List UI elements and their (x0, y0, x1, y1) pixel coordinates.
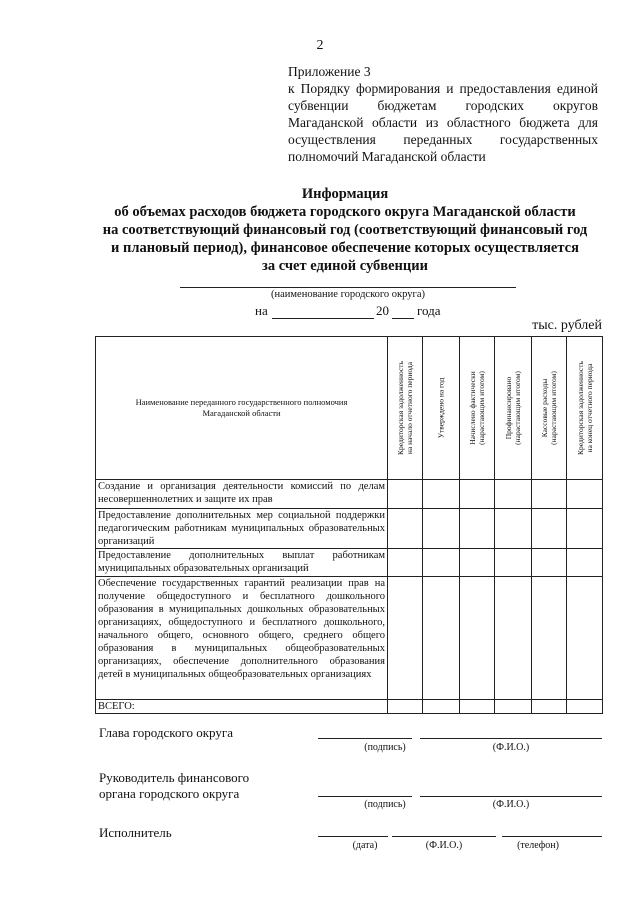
table-cell[interactable] (567, 509, 603, 549)
table-cell[interactable] (423, 480, 460, 509)
table-cell[interactable] (460, 577, 495, 700)
header-col-5-text: Кассовые расходы (нарастающим итогом) (540, 371, 558, 445)
table-cell[interactable] (460, 480, 495, 509)
table-cell[interactable] (460, 509, 495, 549)
table-cell[interactable] (388, 509, 423, 549)
appendix-description: к Порядку формирования и предоставления единой субвенции бюджетам городских округов Магаданской области из областного бюджета для осуществления переданных государственных полномочий Магаданской области (288, 81, 598, 164)
date-suffix: года (417, 303, 441, 318)
date-row (240, 303, 490, 323)
header-col-4-text: Профинансировано (нарастающим итогом) (504, 371, 522, 445)
table-cell[interactable] (567, 549, 603, 577)
table-cell[interactable] (532, 509, 567, 549)
table-cell[interactable] (532, 700, 567, 714)
table-cell[interactable] (567, 700, 603, 714)
executor-date-line[interactable] (318, 836, 388, 837)
table-cell[interactable] (567, 577, 603, 700)
header-col-5 (532, 337, 567, 480)
header-col-1 (388, 337, 423, 480)
executor-name-caption: (Ф.И.О.) (425, 840, 463, 851)
row-name: Обеспечение государственных гарантий реализации прав на получение общедоступного и бесплатного дошкольного образования в муниципальных дошкольных образовательных организациях, общедоступного и бесплатного дошкольного, начального общего, основного общего, среднего общего образования в муниципальных общеобразовательных организациях, обеспечение дополнительного образования детей в муниципальных общеобразовательных организациях (96, 577, 388, 700)
header-col-6-text: Кредиторская задолженность на конец отчетного периода (575, 361, 594, 455)
table-cell[interactable] (532, 577, 567, 700)
table-total-row (96, 700, 603, 714)
table-cell[interactable] (388, 700, 423, 714)
date-day-month-line[interactable] (272, 318, 374, 319)
head-name-line[interactable] (420, 738, 602, 739)
table-cell[interactable] (388, 549, 423, 577)
table-cell[interactable] (495, 700, 532, 714)
head-signature-line[interactable] (318, 738, 412, 739)
finance-name-caption: (Ф.И.О.) (492, 799, 530, 810)
page-number: 2 (316, 38, 324, 53)
table-cell[interactable] (495, 509, 532, 549)
table-cell[interactable] (495, 549, 532, 577)
title-line-1: Информация (301, 186, 389, 202)
date-century: 20 (376, 303, 389, 318)
title-line-2: об объемах расходов бюджета городского округа Магаданской области (114, 204, 576, 220)
table-cell[interactable] (567, 480, 603, 509)
table-cell[interactable] (495, 480, 532, 509)
header-col-2-text: Утверждено на год (436, 377, 446, 439)
row-name: Предоставление дополнительных выплат работникам муниципальных образовательных организаций (96, 549, 388, 577)
okrug-name-line[interactable] (180, 287, 516, 288)
table-header-row (96, 337, 603, 480)
head-label: Глава городского округа (99, 725, 233, 740)
table-cell[interactable] (460, 700, 495, 714)
executor-phone-line[interactable] (502, 836, 602, 837)
finance-label-1: Руководитель финансового (99, 770, 250, 785)
executor-name-line[interactable] (392, 836, 496, 837)
document-title (40, 185, 640, 275)
table-cell[interactable] (423, 577, 460, 700)
table-row (96, 509, 603, 549)
appendix-block (288, 63, 598, 165)
table-cell[interactable] (388, 577, 423, 700)
head-name-caption: (Ф.И.О.) (492, 742, 530, 753)
header-power-name: Наименование переданного государственного полномочия Магаданской области (96, 337, 388, 480)
table-cell[interactable] (532, 480, 567, 509)
header-col-2 (423, 337, 460, 480)
table-cell[interactable] (388, 480, 423, 509)
total-label: ВСЕГО: (96, 700, 388, 714)
finance-signature-caption: (подпись) (364, 799, 406, 810)
table-cell[interactable] (423, 549, 460, 577)
executor-label: Исполнитель (99, 825, 172, 840)
header-col-4 (495, 337, 532, 480)
header-col-1-text: Кредиторская задолженность на начало отчетного периода (396, 361, 414, 455)
executor-date-caption: (дата) (352, 840, 378, 851)
table-row (96, 577, 603, 700)
executor-phone-caption: (телефон) (517, 840, 559, 851)
table-row (96, 549, 603, 577)
row-name: Создание и организация деятельности комиссий по делам несовершеннолетних и защите их прав (96, 480, 388, 509)
table-cell[interactable] (423, 509, 460, 549)
header-col-6 (567, 337, 603, 480)
appendix-title: Приложение 3 (288, 64, 371, 79)
units-label: тыс. рублей (532, 318, 602, 333)
head-signature-caption: (подпись) (364, 742, 406, 753)
title-line-4: и плановый период), финансовое обеспечение которых осуществляется (111, 240, 579, 256)
table-cell[interactable] (532, 549, 567, 577)
finance-signature-line[interactable] (318, 796, 412, 797)
table-cell[interactable] (495, 577, 532, 700)
expenditure-table (95, 336, 603, 714)
table-cell[interactable] (460, 549, 495, 577)
header-col-3 (460, 337, 495, 480)
table-row (96, 480, 603, 509)
row-name: Предоставление дополнительных мер социальной поддержки педагогическим работникам муниципальных образовательных организаций (96, 509, 388, 549)
header-col-3-text: Начислено фактически (нарастающим итогом) (468, 371, 486, 445)
title-line-5: за счет единой субвенции (262, 258, 428, 274)
date-prefix: на (255, 303, 268, 318)
date-year-line[interactable] (392, 318, 414, 319)
title-line-3: на соответствующий финансовый год (соответствующий финансовый год (102, 222, 588, 238)
finance-label-2: органа городского округа (99, 786, 240, 801)
table-cell[interactable] (423, 700, 460, 714)
finance-name-line[interactable] (420, 796, 602, 797)
okrug-name-caption: (наименование городского округа) (271, 289, 425, 300)
